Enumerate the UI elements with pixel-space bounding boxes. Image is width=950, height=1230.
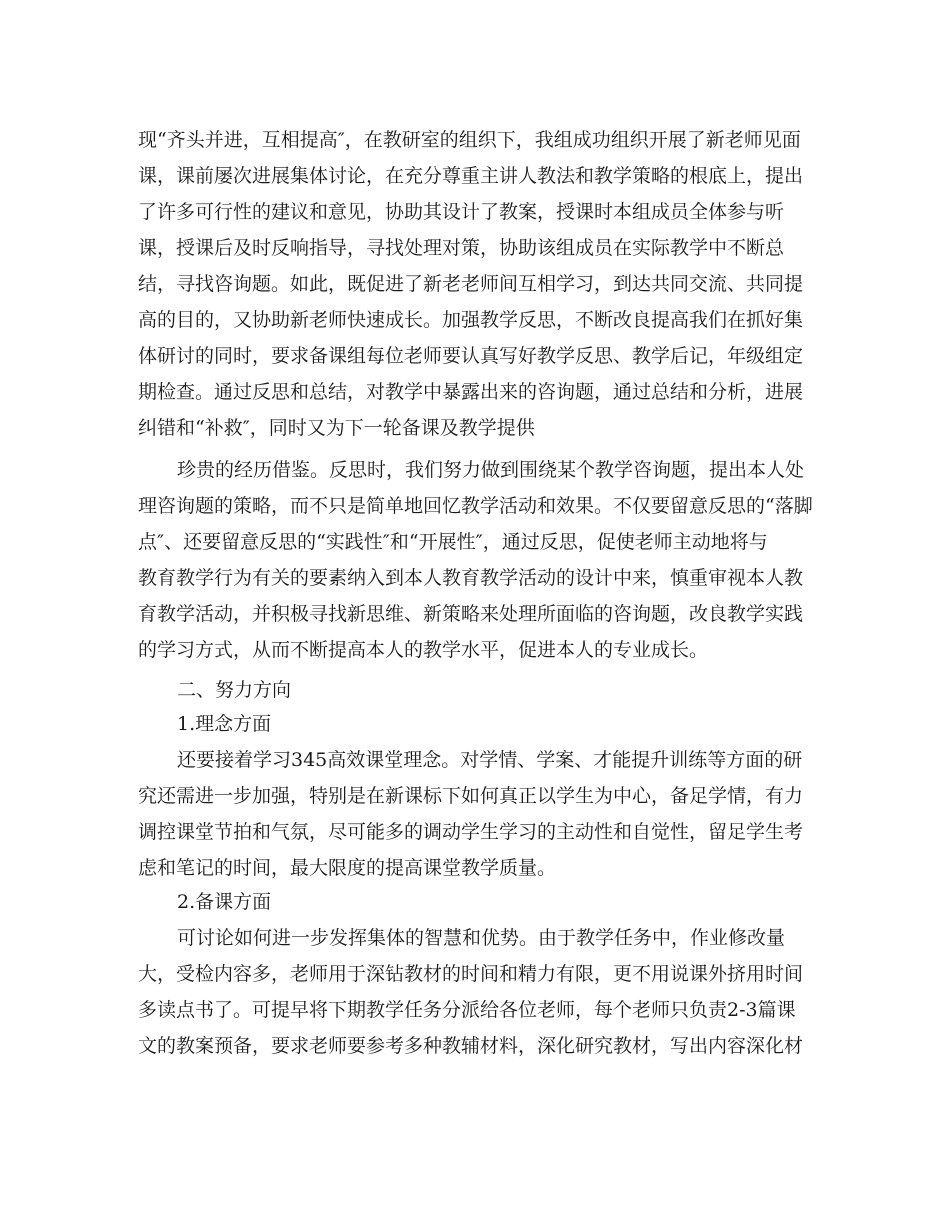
paragraph-first-line: 还要接着学习345高效课堂理念。对学情、学案、才能提升训练等方面的研 [177,749,803,771]
subsection-heading: 1.理念方面 [177,713,272,735]
text-line: 理咨询题的策略，而不只是简单地回忆教学活动和效果。不仅要留意反思的“落脚 [138,495,813,517]
text-line: 文的教案预备，要求老师要参考多种教辅材料，深化研究教材，写出内容深化材 [138,1035,804,1057]
text-line: 结，寻找咨询题。如此，既促进了新老老师间互相学习，到达共同交流、共同提 [138,273,804,295]
text-line: 多读点书了。可提早将下期教学任务分派给各位老师，每个老师只负责2-3篇课 [138,999,796,1021]
text-line: 点″、还要留意反思的“实践性″和“开展性″，通过反思，促使老师主动地将与 [138,531,768,553]
text-line: 教育教学行为有关的要素纳入到本人教育教学活动的设计中来，慎重审视本人教 [138,567,804,589]
text-line: 纠错和“补救″，同时又为下一轮备课及教学提供 [138,417,535,439]
text-line: 的学习方式，从而不断提高本人的教学水平，促进本人的专业成长。 [138,639,709,661]
text-line: 期检查。通过反思和总结，对教学中暴露出来的咨询题，通过总结和分析，进展 [138,381,804,403]
text-line: 高的目的，又协助新老师快速成长。加强教学反思，不断改良提高我们在抓好集 [138,309,804,331]
text-line: 虑和笔记的时间，最大限度的提高课堂教学质量。 [138,857,557,879]
text-line: 体研讨的同时，要求备课组每位老师要认真写好教学反思、教学后记，年级组定 [138,345,804,367]
text-line: 了许多可行性的建议和意见，协助其设计了教案，授课时本组成员全体参与听 [138,201,785,223]
text-line: 育教学活动，并积极寻找新思维、新策略来处理所面临的咨询题，改良教学实践 [138,603,804,625]
paragraph-first-line: 可讨论如何进一步发挥集体的智慧和优势。由于教学任务中，作业修改量 [177,927,786,949]
text-line: 究还需进一步加强，特别是在新课标下如何真正以学生为中心，备足学情，有力 [138,785,804,807]
text-line: 现“齐头并进，互相提高″，在教研室的组织下，我组成功组织开展了新老师见面 [138,129,801,151]
subsection-heading: 2.备课方面 [177,891,272,913]
text-line: 调控课堂节拍和气氛，尽可能多的调动学生学习的主动性和自觉性，留足学生考 [138,821,804,843]
paragraph-first-line: 珍贵的经历借鉴。反思时，我们努力做到围绕某个教学咨询题，提出本人处 [177,459,805,481]
text-line: 课，课前屡次进展集体讨论，在充分尊重主讲人教法和教学策略的根底上，提出 [138,165,804,187]
text-line: 大，受检内容多，老师用于深钻教材的时间和精力有限，更不用说课外挤用时间 [138,963,804,985]
section-heading: 二、努力方向 [177,679,292,701]
text-line: 课，授课后及时反响指导，寻找处理对策，协助该组成员在实际教学中不断总 [138,237,785,259]
